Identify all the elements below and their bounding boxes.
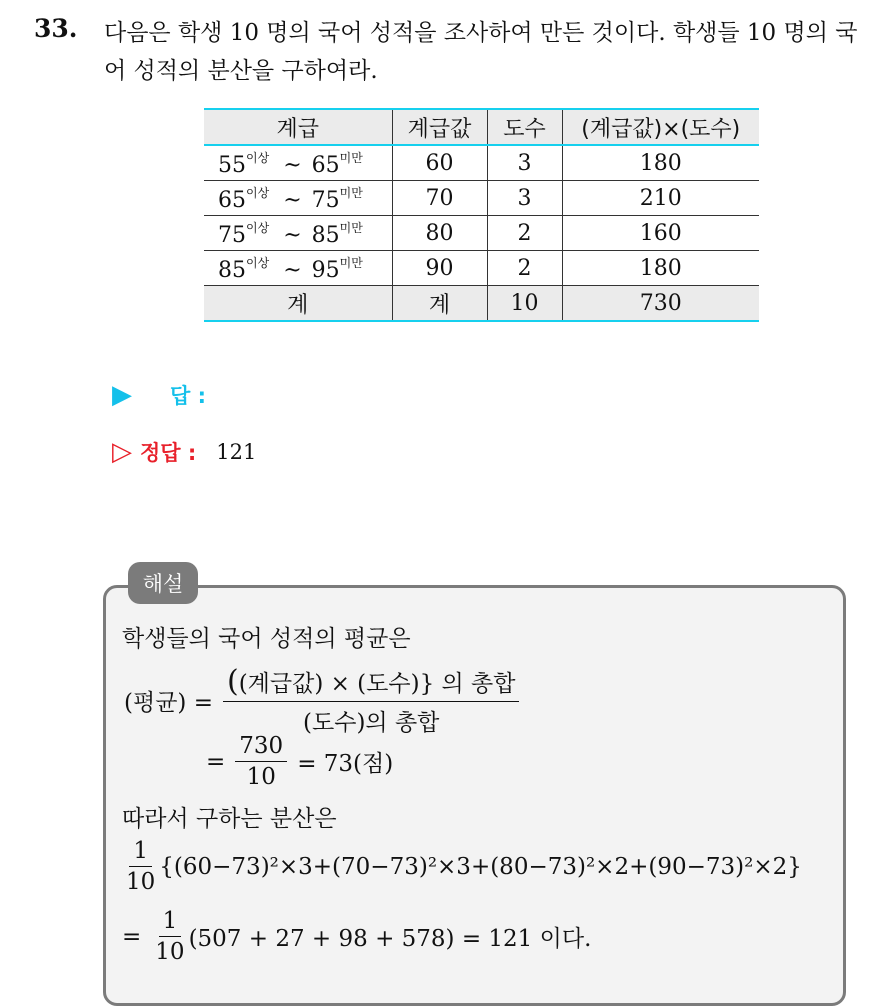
mean-denominator: (도수)의 총합 — [303, 710, 440, 736]
table-row — [204, 145, 759, 181]
header-midpoint: 계급값 — [392, 109, 487, 145]
frequency-cell: 3 — [487, 145, 562, 181]
header-product: (계급값)×(도수) — [562, 109, 759, 145]
class-interval: $75^{이상}$ ~ $85^{미만}$ — [204, 216, 392, 251]
total-frequency: 10 — [487, 286, 562, 322]
question-number: 33. — [34, 14, 78, 43]
correct-answer-row — [112, 437, 256, 467]
table-header-row — [204, 109, 759, 145]
frequency-table — [204, 108, 759, 322]
explanation-line-mean-intro: 학생들의 국어 성적의 평균은 — [122, 626, 411, 652]
product-cell: 210 — [562, 181, 759, 216]
midpoint-cell: 70 — [392, 181, 487, 216]
correct-answer-label: 정답 : — [140, 441, 197, 465]
mean-value-fraction — [235, 733, 287, 790]
variance-expression: {(60−73)²×3+(70−73)²×3+(80−73)²×2+(90−73)²×2} — [159, 853, 802, 880]
product-cell: 160 — [562, 216, 759, 251]
fraction-numerator: 1 — [129, 838, 152, 867]
class-interval: $55^{이상}$ ~ $65^{미만}$ — [204, 145, 392, 181]
frequency-cell: 3 — [487, 181, 562, 216]
one-tenth-fraction — [122, 838, 159, 895]
header-frequency: 도수 — [487, 109, 562, 145]
mean-lhs: (평균) = — [124, 690, 213, 716]
midpoint-cell: 90 — [392, 251, 487, 286]
explanation-line-variance-intro: 따라서 구하는 분산은 — [122, 806, 337, 832]
mean-result: = 73(점) — [297, 751, 394, 777]
total-product: 730 — [562, 286, 759, 322]
table-row — [204, 251, 759, 286]
fraction-denominator: 10 — [155, 939, 185, 965]
fraction-denominator: 10 — [246, 764, 276, 790]
frequency-cell: 2 — [487, 251, 562, 286]
correct-answer-value: 121 — [216, 440, 257, 464]
header-class: 계급 — [204, 109, 392, 145]
variance-formula — [122, 838, 802, 895]
fraction-numerator: 1 — [159, 908, 182, 937]
class-interval: $85^{이상}$ ~ $95^{미만}$ — [218, 255, 363, 283]
mean-fraction — [223, 664, 520, 737]
midpoint-cell: 80 — [392, 216, 487, 251]
product-cell: 180 — [562, 145, 759, 181]
product-cell: 180 — [562, 251, 759, 286]
table-row — [204, 216, 759, 251]
play-triangle-icon: ▶ — [112, 380, 132, 410]
outline-triangle-icon: ▷ — [112, 437, 132, 467]
total-label: 계 — [204, 286, 392, 322]
eq-sign: = — [206, 748, 226, 775]
table-row — [204, 181, 759, 216]
eq-sign: = — [122, 923, 142, 950]
answer-label: 답 : — [170, 384, 206, 408]
table-total-row — [204, 286, 759, 322]
fraction-denominator: 10 — [126, 869, 156, 895]
answer-input-row[interactable] — [112, 380, 206, 410]
mean-formula — [124, 664, 519, 737]
explanation-tab: 해설 — [128, 562, 198, 604]
mean-numerator: ((계급값) × (도수)} 의 총합 — [223, 664, 520, 702]
frequency-cell: 2 — [487, 216, 562, 251]
mean-computation — [206, 733, 393, 790]
midpoint-cell: 60 — [392, 145, 487, 181]
one-tenth-fraction — [151, 908, 188, 965]
question-text: 다음은 학생 10 명의 국어 성적을 조사하여 만든 것이다. 학생들 10 명의 국어 성적의 분산을 구하여라. — [104, 20, 858, 84]
final-expression: (507 + 27 + 98 + 578) = 121 이다. — [188, 926, 592, 952]
fraction-numerator: 730 — [235, 733, 287, 762]
variance-result — [122, 908, 591, 965]
class-interval: $65^{이상}$ ~ $75^{미만}$ — [204, 181, 392, 216]
total-midpoint: 계 — [392, 286, 487, 322]
